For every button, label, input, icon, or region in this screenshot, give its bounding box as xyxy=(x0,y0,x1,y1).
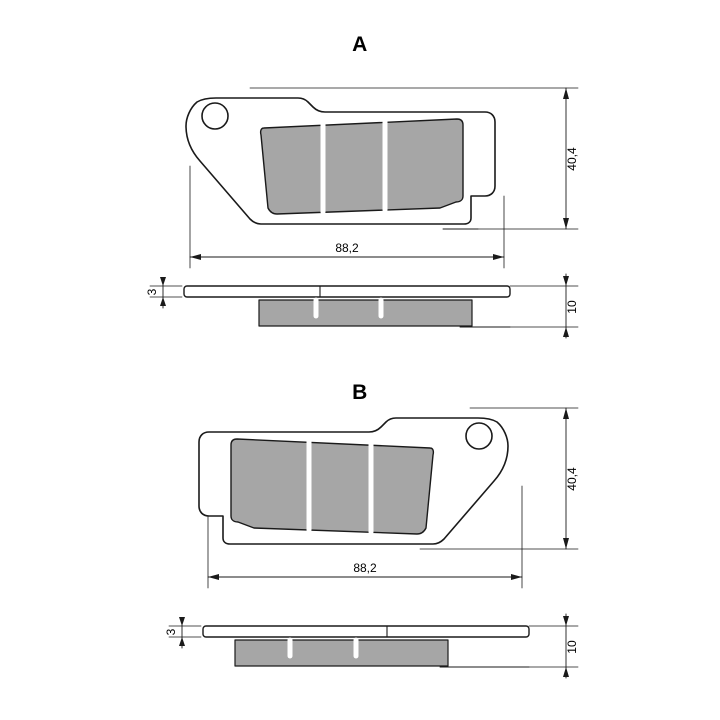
panel-b xyxy=(0,360,720,720)
dim-arrow-a-length-left xyxy=(190,254,201,260)
dim-label-b-t3: 3 xyxy=(164,628,178,636)
dim-arrow-a-t10-bot xyxy=(563,327,569,337)
backing-plate-a xyxy=(184,286,510,297)
dim-arrow-b-t10-top xyxy=(563,616,569,626)
dim-arrow-b-length-right xyxy=(511,574,522,580)
dim-arrow-b-t3-bot xyxy=(179,637,185,646)
dim-arrow-a-t3-top xyxy=(160,277,166,286)
friction-block-b xyxy=(231,439,433,534)
dim-label-a-length: 88,2 xyxy=(335,241,359,255)
backing-plate-b xyxy=(203,626,529,637)
dim-label-a-height: 40,4 xyxy=(565,147,579,171)
dim-label-b-t10: 10 xyxy=(565,640,579,654)
dim-arrow-a-height-top xyxy=(563,88,569,99)
dim-arrow-a-t3-bot xyxy=(160,297,166,306)
dim-arrow-a-length-right xyxy=(493,254,504,260)
mounting-hole-b xyxy=(466,423,492,449)
dim-label-b-length: 88,2 xyxy=(353,561,377,575)
dim-label-a-t3: 3 xyxy=(145,288,159,296)
dim-label-a-t10: 10 xyxy=(565,300,579,314)
dim-arrow-a-t10-top xyxy=(563,276,569,286)
friction-side-a xyxy=(259,300,472,326)
friction-side-b xyxy=(235,640,448,666)
panel-a-title: A xyxy=(352,33,368,56)
dim-arrow-b-t3-top xyxy=(179,617,185,626)
dim-arrow-b-t10-bot xyxy=(563,667,569,677)
dim-arrow-a-height-bottom xyxy=(563,218,569,229)
dim-label-b-height: 40,4 xyxy=(565,467,579,491)
dim-arrow-b-length-left xyxy=(208,574,219,580)
mounting-hole-a xyxy=(202,103,228,129)
panel-b-title: B xyxy=(352,381,368,404)
panel-b-drawing xyxy=(0,360,720,720)
dim-arrow-b-height-bottom xyxy=(563,538,569,549)
dim-arrow-b-height-top xyxy=(563,408,569,419)
friction-block-a xyxy=(261,119,463,214)
